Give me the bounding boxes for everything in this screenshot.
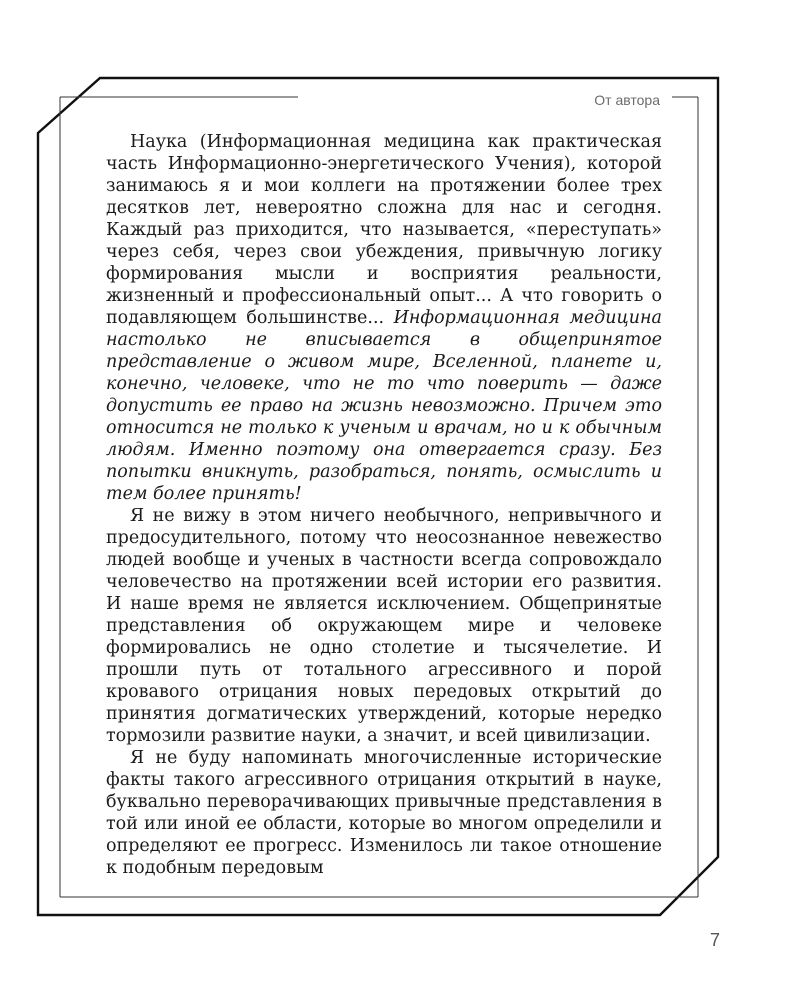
paragraph-1 xyxy=(106,131,662,505)
paragraph-1-regular-text: Наука (Информационная медицина как практическая часть Информационно-энергетического Учения), которой занимаюсь я и мои коллеги на протяжении более трех десятков лет, невероятно сложна для нас и сегодня. Каждый раз приходится, что называется, «переступать» через себя, через свои убеждения, привычную логику формирования мысли и восприятия реальности, жизненный и профессиональный опыт... А что говорить о подавляющем большинстве... xyxy=(106,132,662,328)
running-header: От автора xyxy=(594,92,660,108)
paragraph-2: Я не вижу в этом ничего необычного, непривычного и предосудительного, потому что неосознанное невежество людей вообще и ученых в частности всегда сопровождало человечество на протяжении всей истории его развития. И наше время не является исключением. Общепринятые представления об окружающем мире и человеке формировались не одно столетие и тысячелетие. И прошли путь от тотального агрессивного и порой кровавого отрицания новых передовых открытий до принятия догматических утверждений, которые нередко тормозили развитие науки, а значит, и всей цивилизации. xyxy=(106,506,662,746)
paragraph-3: Я не буду напоминать многочисленные исторические факты такого агрессивного отрицания открытий в науке, буквально переворачивающих привычные представления в той или иной ее области, которые во многом определили и определяют ее прогресс. Изменилось ли такое отношение к подобным передовым xyxy=(106,748,662,878)
body-text xyxy=(106,131,662,879)
paragraph-1-italic-text: Информационная медицина настолько не вписывается в общепринятое представление о живом мире, Вселенной, планете и, конечно, человеке, что не то что поверить — даже допустить ее право на жизнь невозможно. Причем это относится не только к ученым и врачам, но и к обычным людям. Именно поэтому она отвергается сразу. Без попытки вникнуть, разобраться, понять, осмыслить и тем более принять! xyxy=(106,308,662,504)
page-number: 7 xyxy=(709,930,720,950)
